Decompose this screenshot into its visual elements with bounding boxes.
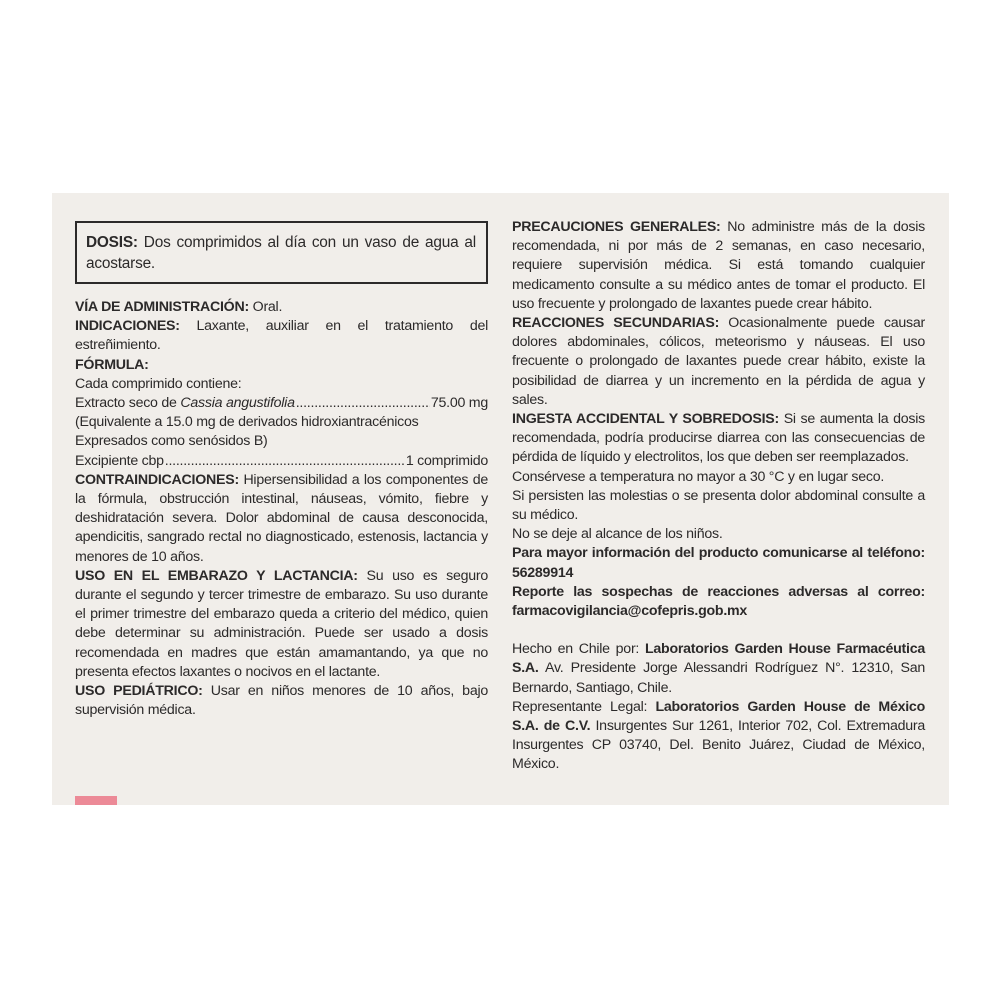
uso-pediatrico (75, 682, 488, 720)
precauciones-generales (512, 218, 925, 314)
embarazo-text: Su uso es seguro durante el segundo y tercer trimestre de embarazo. Su uso durante el primer trimestre del embarazo queda a criterio del médico, quien debe determinar su administración. Puede ser usado a dosis recomendada en madres que están amamantando, ya que no presenta efectos laxantes o nocivos en el lactante. (75, 567, 489, 680)
indicaciones (75, 317, 488, 355)
formula-equivalente: (Equivalente a 15.0 mg de derivados hidroxiantracénicos (75, 414, 419, 431)
extracto-leader-dots (296, 394, 430, 413)
via-administracion (75, 298, 488, 317)
persisten-text: Si persisten las molestias o se presenta dolor abdominal consulte a su médico. (512, 487, 925, 524)
representante-prefix: Representante Legal: (512, 698, 648, 715)
contraindicaciones-label: CONTRAINDICACIONES: (75, 471, 239, 488)
uso-embarazo-lactancia (75, 567, 488, 682)
ninos-warning: No se deje al alcance de los niños. (512, 526, 723, 543)
dosis-label: DOSIS: (86, 234, 138, 251)
ingesta-text: Si se aumenta la dosis recomendada, podría producirse diarrea con las consecuencias de pérdida de líquido y electrolitos, los que deben ser reemplazados. (512, 411, 925, 466)
pediatrico-label: USO PEDIÁTRICO: (75, 683, 203, 700)
reacciones-secundarias (512, 314, 925, 410)
representante-address: Insurgentes Sur 1261, Interior 702, Col. Extremadura Insurgentes CP 03740, Del. Benito Juárez, Ciudad de México, México. (512, 718, 925, 773)
via-label: VÍA DE ADMINISTRACIÓN: (75, 299, 249, 315)
conservacion-text: Consérvese a temperatura no mayor a 30 °C y en lugar seco. (512, 468, 885, 485)
excipiente-amount: 1 comprimido (405, 452, 488, 469)
extracto-species: Cassia angustifolia (180, 395, 295, 412)
pediatrico-text: Usar en niños menores de 10 años, bajo supervisión médica. (75, 683, 488, 719)
formula-excipiente-row (75, 452, 488, 471)
right-column (512, 218, 925, 775)
embarazo-label: USO EN EL EMBARAZO Y LACTANCIA: (75, 567, 358, 584)
left-column (75, 298, 488, 720)
hecho-address: Av. Presidente Jorge Alessandri Rodríguez N°. 12310, San Bernardo, Santiago, Chile. (512, 660, 925, 696)
precauciones-text: No administre más de la dosis recomendada, ni por más de 2 semanas, en caso necesario, requiere supervisión médica. Si está tomando cualquier medicamento consulte a su médico antes de tomar el producto. El uso frecuente y prolongado de laxantes puede crear hábito. (512, 219, 925, 312)
formula-expresados: Expresados como senósidos B) (75, 433, 268, 450)
info-telefono: Para mayor información del producto comunicarse al teléfono: 56289914 (512, 545, 925, 581)
ingesta-label: INGESTA ACCIDENTAL Y SOBREDOSIS: (512, 411, 779, 428)
indicaciones-text: Laxante, auxiliar en el tratamiento del estreñimiento. (75, 318, 488, 354)
formula-heading (75, 356, 488, 375)
hecho-company: Laboratorios Garden House Farmacéutica S.A. (512, 641, 925, 677)
representante-legal (512, 698, 925, 775)
dosis-box (75, 221, 488, 284)
representante-company: Laboratorios Garden House de México S.A. de C.V. (512, 698, 925, 735)
pink-color-mark (75, 796, 117, 805)
via-text: Oral. (252, 299, 283, 315)
contraindicaciones (75, 471, 488, 567)
indicaciones-label: INDICACIONES: (75, 318, 180, 335)
extracto-prefix: Extracto seco de (75, 395, 177, 412)
formula-intro: Cada comprimido contiene: (75, 375, 242, 392)
formula-label: FÓRMULA: (75, 356, 149, 373)
reporte-correo: Reporte las sospechas de reacciones adversas al correo: farmacovigilancia@cofepris.gob.mx (512, 583, 925, 620)
spacer (512, 621, 925, 640)
precauciones-label: PRECAUCIONES GENERALES: (512, 219, 721, 235)
reacciones-label: REACCIONES SECUNDARIAS: (512, 315, 720, 332)
excipiente-label: Excipiente cbp (75, 452, 164, 469)
contraindicaciones-text: Hipersensibilidad a los componentes de la fórmula, obstrucción intestinal, náuseas, vómito, fiebre y deshidratación severa. Dolor abdominal de causa desconocida, apendicitis, sangrado rectal no diagnosticado, estenosis, lactancia y menores de 10 años. (75, 471, 488, 565)
hecho-prefix: Hecho en Chile por: (512, 641, 640, 658)
ingesta-accidental (512, 410, 925, 468)
excipiente-leader-dots (165, 452, 405, 471)
hecho-en-chile (512, 640, 925, 698)
formula-extracto-row (75, 394, 488, 413)
reacciones-text: Ocasionalmente puede causar dolores abdominales, cólicos, meteorismo y náuseas. El uso frecuente o prolongado de laxantes puede crear hábito, existe la posibilidad de diarrea y un incremento en la pérdida de agua y sales. (512, 315, 925, 408)
extracto-amount: 75.00 mg (430, 395, 488, 412)
dosis-text: Dos comprimidos al día con un vaso de agua al acostarse. (86, 234, 476, 272)
